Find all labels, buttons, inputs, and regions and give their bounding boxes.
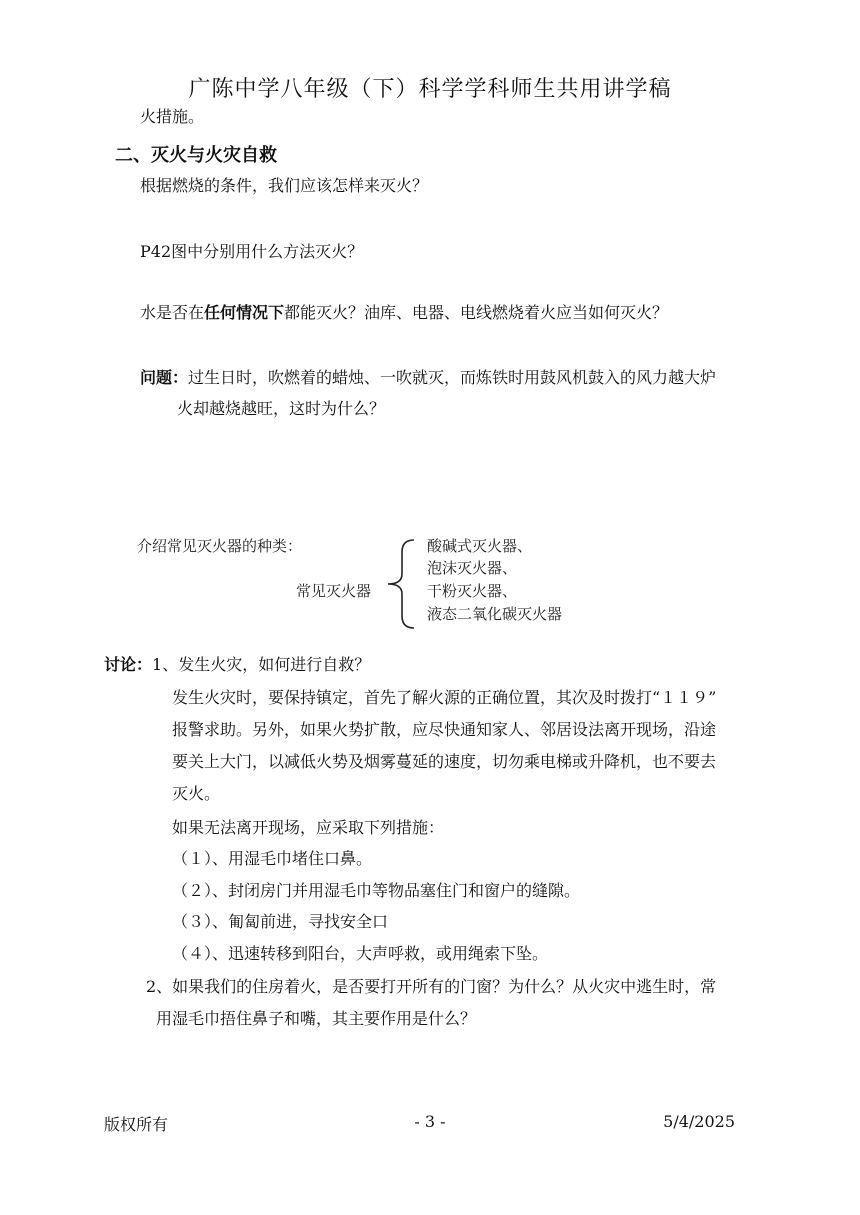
problem-line-1 — [140, 367, 716, 389]
problem-line-2: 火却越烧越旺，这时为什么？ — [177, 399, 386, 418]
extinguisher-type-2: 泡沫灭火器、 — [427, 559, 518, 577]
discussion-para-line: 灭火。 — [172, 784, 221, 803]
problem-text-1: 过生日时，吹燃着的蜡烛、一吹就灭，而炼铁时用鼓风机鼓入的风力越大炉 — [188, 368, 717, 387]
question-3-post: 都能灭火？油库、电器、电线燃烧着火应当如何灭火？ — [284, 303, 669, 322]
discussion-para-line: 要关上大门，以减低火势及烟雾蔓延的速度，切勿乘电梯或升降机，也不要去 — [172, 752, 717, 771]
measure-item: （４）、迅速转移到阳台，大声呼救，或用绳索下坠。 — [172, 944, 549, 963]
measures-intro: 如果无法离开现场，应采取下列措施： — [172, 818, 445, 837]
problem-label: 问题： — [140, 368, 189, 387]
extinguisher-type-1: 酸碱式灭火器、 — [427, 537, 533, 555]
question-1: 根据燃烧的条件，我们应该怎样来灭火？ — [140, 176, 429, 195]
extinguisher-center-label: 常见灭火器 — [296, 582, 372, 600]
discussion-para-line: 报警求助。另外，如果火势扩散，应尽快通知家人、邻居设法离开现场，沿途 — [172, 720, 717, 739]
question-3-bold: 任何情况下 — [204, 303, 285, 322]
discussion-q2-line-1: 2、如果我们的住房着火，是否要打开所有的门窗？为什么？从火灾中逃生时，常 — [146, 977, 717, 996]
discussion-q1: 1、发生火灾，如何进行自救？ — [152, 655, 371, 674]
question-3-pre: 水是否在 — [140, 303, 205, 322]
brace-icon — [378, 536, 418, 632]
footer-date: 5/4/2025 — [663, 1112, 735, 1131]
continuation-text: 火措施。 — [140, 107, 205, 126]
discussion-para-line: 发生火灾时，要保持镇定，首先了解火源的正确位置，其次及时拨打“１１９” — [172, 688, 717, 707]
extinguisher-type-4: 液态二氧化碳灭火器 — [427, 605, 563, 623]
page-number: - 3 - — [414, 1112, 446, 1131]
extinguisher-type-3: 干粉灭火器、 — [427, 582, 518, 600]
measure-item: （３）、匍匐前进，寻找安全口 — [172, 912, 389, 931]
page-title: 广陈中学八年级（下）科学学科师生共用讲学稿 — [188, 77, 672, 102]
measure-item: （１）、用湿毛巾堵住口鼻。 — [172, 849, 373, 868]
discussion-label: 讨论： — [104, 655, 153, 674]
measure-item: （２）、封闭房门并用湿毛巾等物品塞住门和窗户的缝隙。 — [172, 881, 581, 900]
question-3 — [140, 302, 668, 324]
discussion-q2-line-2: 用湿毛巾捂住鼻子和嘴，其主要作用是什么？ — [156, 1009, 477, 1028]
discussion-line-1 — [104, 654, 370, 676]
footer-copyright: 版权所有 — [104, 1115, 169, 1134]
section-heading: 二、灭火与火灾自救 — [115, 145, 277, 166]
extinguisher-intro: 介绍常见灭火器的种类： — [137, 537, 303, 555]
question-2: P42图中分别用什么方法灭火？ — [140, 242, 364, 261]
